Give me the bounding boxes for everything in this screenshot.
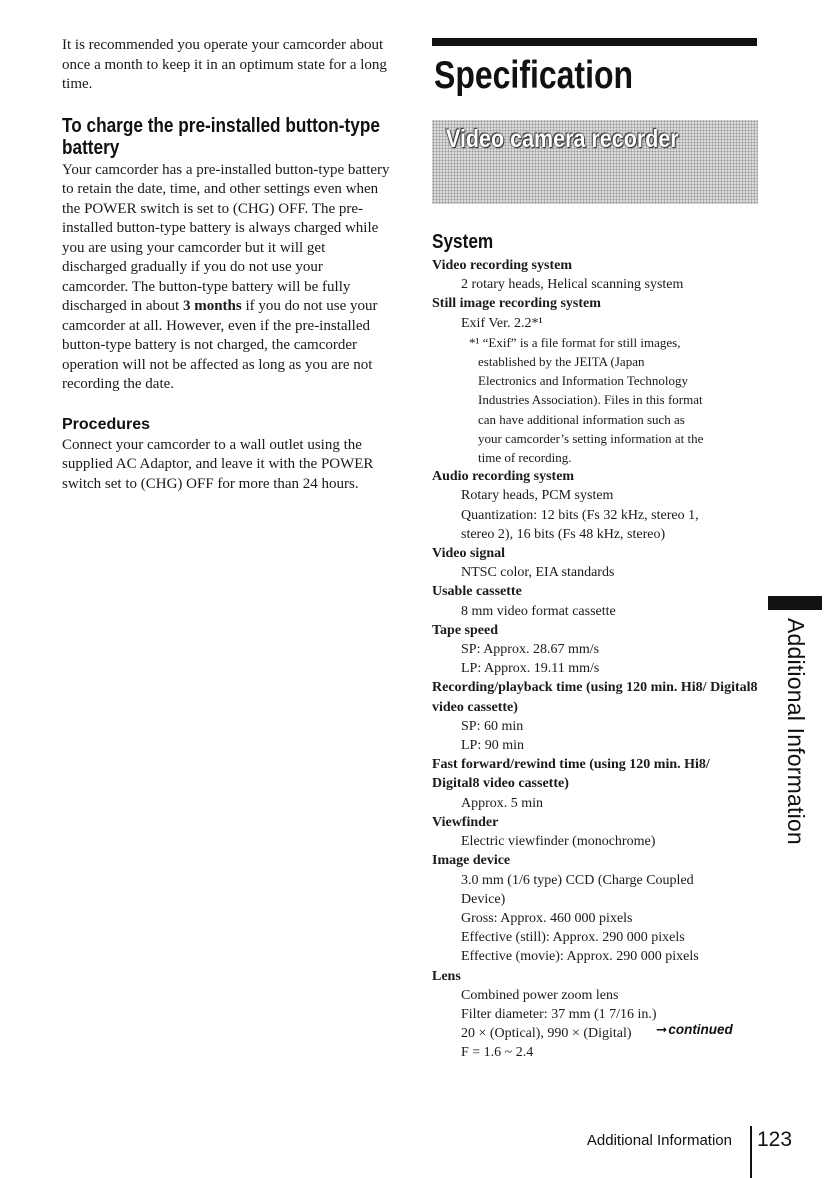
spec-label: Viewfinder	[432, 814, 499, 830]
page-footer	[560, 1126, 824, 1178]
spec-footnote: Electronics and Information Technology	[478, 373, 689, 389]
spec-value: Filter diameter: 37 mm (1 7/16 in.)	[461, 1006, 657, 1022]
page-number: 123	[757, 1128, 793, 1151]
charge-text-bold: 3 months	[182, 298, 242, 314]
charge-battery-heading: To charge the pre-installed button-type battery	[62, 114, 380, 159]
spec-footnote: your camcorder’s setting information at the	[478, 430, 704, 446]
spec-label: Recording/playback time (using 120 min. Hi8/ Digital8 video cassette)	[432, 680, 758, 715]
spec-item	[432, 678, 760, 755]
spec-label: Lens	[432, 968, 461, 984]
banner-title: Video camera recorder	[446, 125, 679, 153]
footer-divider	[750, 1126, 752, 1178]
charge-battery-paragraph	[62, 161, 392, 395]
spec-value: Electric viewfinder (monochrome)	[461, 834, 656, 850]
procedures-paragraph: Connect your camcorder to a wall outlet using the supplied AC Adaptor, and leave it with the POWER switch set to (CHG) OFF for more than 24 hours.	[62, 436, 374, 492]
continued-arrow-icon: ➞	[656, 1022, 668, 1037]
left-column	[62, 36, 392, 494]
system-heading: System	[432, 231, 494, 253]
spec-item	[432, 294, 760, 467]
spec-value: SP: Approx. 28.67 mm/s	[461, 642, 600, 658]
spec-item	[432, 755, 760, 813]
spec-list	[432, 256, 760, 1063]
spec-label: Image device	[432, 853, 511, 869]
spec-label: Fast forward/rewind time (using 120 min. Hi8/ Digital8 video cassette)	[432, 757, 710, 792]
spec-value: 8 mm video format cassette	[461, 603, 616, 619]
side-tab-label: Additional Information	[783, 618, 809, 845]
spec-value: 2 rotary heads, Helical scanning system	[461, 277, 684, 293]
spec-label: Audio recording system	[432, 469, 575, 485]
spec-value: Effective (still): Approx. 290 000 pixels	[461, 930, 685, 946]
spec-item	[432, 621, 760, 679]
spec-item	[432, 813, 760, 851]
spec-label: Still image recording system	[432, 296, 601, 312]
spec-value: Approx. 5 min	[461, 795, 544, 811]
spec-footnote: established by the JEITA (Japan	[478, 354, 645, 370]
right-column	[432, 38, 760, 1063]
side-tab-bar	[768, 596, 822, 610]
spec-value: Combined power zoom lens	[461, 987, 619, 1003]
spec-label: Video signal	[432, 546, 505, 562]
intro-paragraph: It is recommended you operate your camcorder about once a month to keep it in an optimum state for a long time.	[62, 37, 387, 92]
spec-value: F = 1.6 ~ 2.4	[461, 1045, 534, 1061]
spec-value: Quantization: 12 bits (Fs 32 kHz, stereo 1,	[461, 507, 699, 523]
spec-label: Tape speed	[432, 622, 499, 638]
spec-value: Effective (movie): Approx. 290 000 pixels	[461, 949, 699, 965]
section-banner	[432, 120, 758, 204]
spec-value: NTSC color, EIA standards	[461, 565, 615, 581]
spec-item	[432, 467, 760, 544]
spec-value: Device)	[461, 891, 506, 907]
spec-item	[432, 851, 760, 966]
spec-value: SP: 60 min	[461, 718, 524, 734]
spec-value: 3.0 mm (1/6 type) CCD (Charge Coupled	[461, 872, 694, 888]
spec-value: LP: Approx. 19.11 mm/s	[461, 661, 600, 677]
side-tab	[768, 596, 824, 845]
spec-value: LP: 90 min	[461, 738, 525, 754]
spec-footnote: *¹ “Exif” is a file format for still images,	[469, 334, 681, 350]
title-rule	[432, 38, 757, 46]
continued-label: continued	[668, 1022, 733, 1037]
spec-value: Exif Ver. 2.2*¹	[461, 315, 543, 331]
spec-label: Video recording system	[432, 258, 572, 273]
spec-footnote: time of recording.	[478, 450, 572, 466]
spec-item	[432, 256, 760, 294]
spec-item	[432, 544, 760, 582]
spec-value: stereo 2), 16 bits (Fs 48 kHz, stereo)	[461, 526, 666, 542]
continued-marker	[656, 1022, 733, 1038]
charge-text-before: Your camcorder has a pre-installed button-type battery to retain the date, time, and other settings even when the POWER switch is set to (CHG) OFF. The pre-installed button-type battery is always charged while you are using your camcorder but it will get discharged gradually if you do not use your camcorder. The button-type battery will be fully discharged in about	[62, 161, 390, 314]
spec-value: Gross: Approx. 460 000 pixels	[461, 910, 633, 926]
spec-item	[432, 967, 760, 1063]
spec-value: 20 × (Optical), 990 × (Digital)	[461, 1026, 632, 1042]
procedures-heading: Procedures	[62, 415, 151, 433]
page-title: Specification	[434, 54, 634, 97]
spec-value: Rotary heads, PCM system	[461, 488, 614, 504]
spec-label: Usable cassette	[432, 584, 522, 600]
spec-footnote: Industries Association). Files in this format	[478, 392, 703, 408]
charge-text-after: if you do not use your camcorder at all. However, even if the pre-installed button-type battery is not charged, the camcorder operation will not be affected as long as you are not recording the date.	[62, 298, 378, 392]
footer-section-name: Additional Information	[586, 1132, 732, 1149]
spec-footnote: can have additional information such as	[478, 411, 685, 427]
spec-item	[432, 582, 760, 620]
